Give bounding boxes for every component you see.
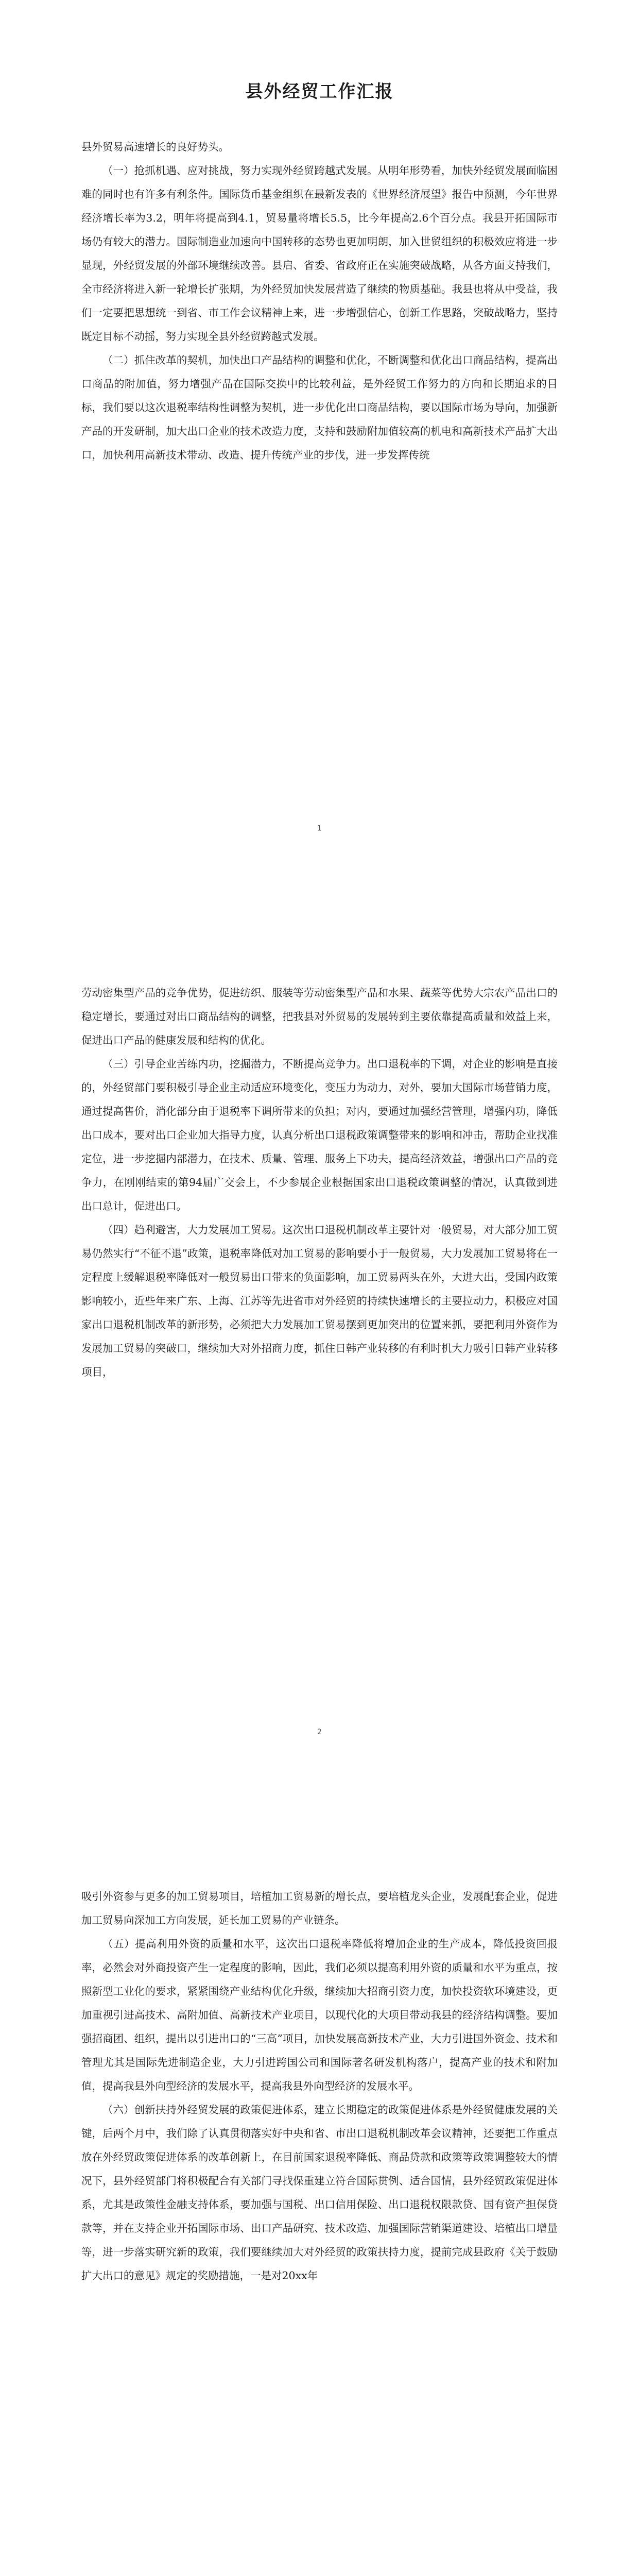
paragraph: （六）创新扶持外经贸发展的政策促进体系，建立长期稳定的政策促进体系是外经贸健康发展的关键，后两个月中，我们除了认真贯彻落实好中央和省、市出口退税机制改革会议精神，还要把工作重点放在外经贸政策促进体系的改革创新上，在目前国家退税率降低、商品贷款和政策等政策调整较大的情况下，县外经贸部门将积极配合有关部门寻找保重建立符合国际贯例、适合国情，县外经贸政策促进体系，尤其是政策性金融支持体系，要加强与国税、出口信用保险、出口退税权限款贷、国有资产担保贷款等，并在支持企业开拓国际市场、出口产品研究、技术改造、加强国际营销渠道建设、培植出口增量等，进一步落实研究新的政策，我们要继续加大对外经贸的政策扶持力度，提前完成县政府《关于鼓励扩大出口的意见》规定的奖励措施，一是对20xx年	[81, 2104, 558, 2282]
paragraph: （二）抓住改革的契机，加快出口产品结构的调整和优化，不断调整和优化出口商品结构，提高出口商品的附加值，努力增强产品在国际交换中的比较利益，是外经贸工作努力的方向和长期追求的目标，我们要以这次退税率结构性调整为契机，进一步优化出口商品结构，要以国际市场为导向，加强新产品的开发研制，加大出口企业的技术改造力度，支持和鼓励附加值较高的机电和高新技术产品扩大出口，加快利用高新技术带动、改造、提升传统产业的步伐，进一步发挥传统	[81, 354, 558, 461]
page-number: 2	[317, 1728, 322, 1736]
page-1-body	[81, 135, 558, 467]
document-page-2	[0, 904, 639, 1807]
document-page-1	[0, 0, 639, 904]
page-number: 1	[317, 824, 322, 833]
paragraph: 吸引外资参与更多的加工贸易项目，培植加工贸易新的增长点，要培植龙头企业，发展配套企业，促进加工贸易向深加工方向发展，延长加工贸易的产业链条。	[81, 1890, 558, 1926]
page-2-body	[81, 981, 558, 1384]
document-page-3	[0, 1807, 639, 2576]
paragraph: 劳动密集型产品的竞争优势，促进纺织、服装等劳动密集型产品和水果、蔬菜等优势大宗农产品出口的稳定增长，要通过对出口商品结构的调整，把我县对外贸易的发展转到主要依靠提高质量和效益上来，促进出口产品的健康发展和结构的优化。	[81, 987, 558, 1046]
paragraph: （四）趋利避害，大力发展加工贸易。这次出口退税机制改革主要针对一般贸易，对大部分加工贸易仍然实行“不征不退”政策，退税率降低对加工贸易的影响要小于一般贸易，大力发展加工贸易将在一定程度上缓解退税率降低对一般贸易出口带来的负面影响，加工贸易两头在外，大进大出，受国内政策影响较小，近些年来广东、上海、江苏等先进省市对外经贸的持续快速增长的主要拉动力，积极应对国家出口退税机制改革的新形势，必须把大力发展加工贸易摆到更加突出的位置来抓，要把利用外资作为发展加工贸易的突破口，继续加大对外招商力度，抓住日韩产业转移的有利时机大力吸引日韩产业转移项目，	[81, 1224, 558, 1378]
paragraph: （一）抢抓机遇、应对挑战，努力实现外经贸跨越式发展。从明年形势看，加快外经贸发展面临困难的同时也有许多有利条件。国际货币基金组织在最新发表的《世界经济展望》报告中预测，今年世界经济增长率为3.2，明年将提高到4.1，贸易量将增长5.5，比今年提高2.6个百分点。我县开拓国际市场仍有较大的潜力。国际制造业加速向中国转移的态势也更加明朗，加入世贸组织的积极效应将进一步显现，外经贸发展的外部环境继续改善。县启、省委、省政府正在实施突破战略，从各方面支持我们，全市经济将进入新一轮增长扩张期，为外经贸加快发展营造了继续的物质基础。我县也将从中受益，我们一定要把思想统一到省、市工作会议精神上来，进一步增强信心，创新工作思路，突破战略力，坚持既定目标不动摇，努力实现全县外经贸跨越式发展。	[81, 164, 558, 343]
paragraph: （三）引导企业苦练内功，挖掘潜力，不断提高竞争力。出口退税率的下调，对企业的影响是直接的，外经贸部门要积极引导企业主动适应环境变化，变压力为动力，对外，要加大国际市场营销力度，通过提高售价，消化部分由于退税率下调所带来的负担；对内，要通过加强经营管理，增强内功，降低出口成本，要对出口企业加大指导力度，认真分析出口退税政策调整带来的影响和冲击，帮助企业找准定位，进一步挖掘内部潜力，在技术、质量、管理、服务上下功夫，提高经济效益，增强出口产品的竞争力，在刚刚结束的第94届广交会上，不少参展企业根据国家出口退税政策调整的情况，认真做到进出口总计，促进出口。	[81, 1058, 558, 1212]
document-title: 县外经贸工作汇报	[245, 81, 394, 102]
paragraph: （五）提高利用外资的质量和水平，这次出口退税率降低将增加企业的生产成本，降低投资回报率，必然会对外商投资产生一定程度的影响，因此，我们必须以提高利用外资的质量和水平为重点，按照新型工业化的要求，紧紧围绕产业结构优化升级，继续加大招商引资力度，加快投资软环境建设，更加重视引进高技术、高附加值、高新技术产业项目，以现代化的大项目带动我县的经济结构调整。要加强招商团、组织，提出以引进出口的“三高”项目，加快发展高新技术产业，大力引进国外资金、技术和管理尤其是国际先进制造企业，大力引进跨国公司和国际著名研发机构落户，提高产业的技术和附加值，提高我县外向型经济的发展水平，提高我县外向型经济的发展水平。	[81, 1938, 558, 2092]
paragraph: 县外贸易高速增长的良好势头。	[81, 141, 229, 153]
page-3-body	[81, 1885, 558, 2287]
